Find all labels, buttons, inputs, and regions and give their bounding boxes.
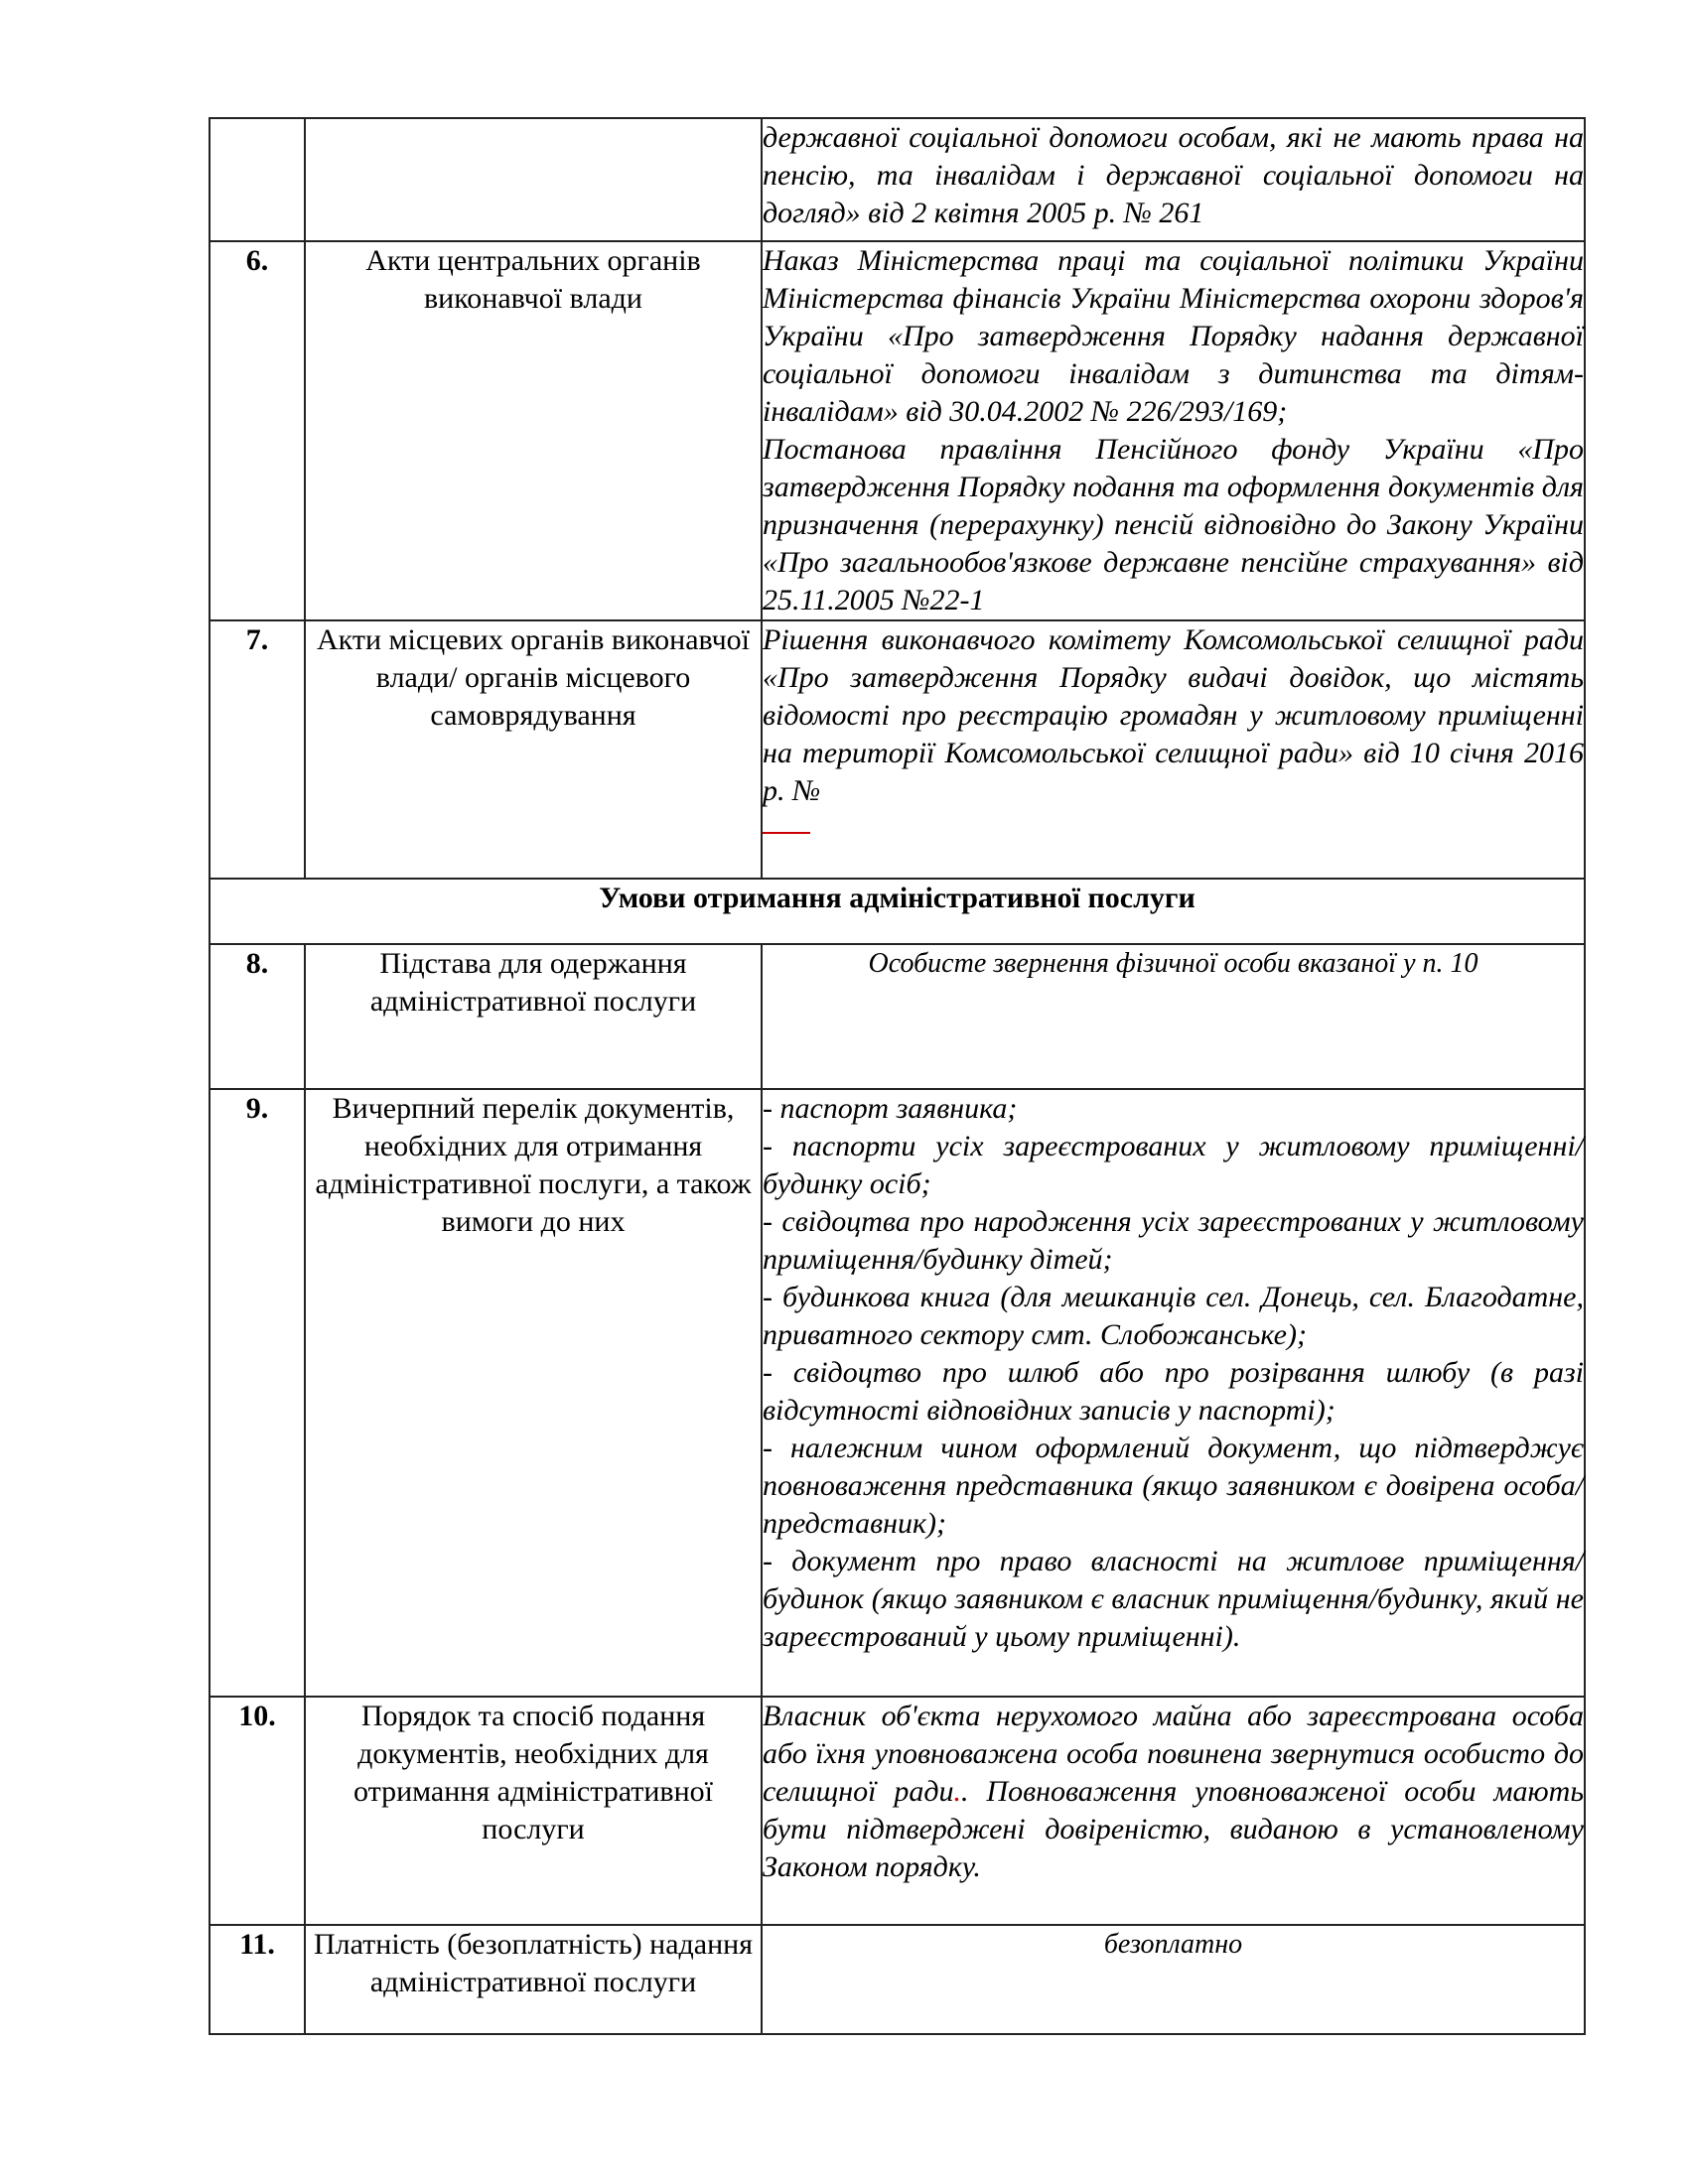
row-title: Вичерпний перелік документів, необхідних для отримання адміністративної послуги, а також вимоги до них <box>305 1089 762 1697</box>
section-row <box>210 879 1585 944</box>
list-item: - документ про право власності на житлове приміщення/будинок (якщо заявником є власник приміщення/будинку, який не зареєстрований у цьому приміщенні). <box>763 1545 1584 1653</box>
row-value <box>762 1697 1585 1925</box>
row-value-text: Наказ Міністерства праці та соціальної політики України Міністерства фінансів України Міністерства охорони здоров'я України «Про затвердження Порядку надання державної соціальної допомоги інвалідам з дитинства та дітям-інвалідам» від 30.04.2002 № 226/293/169; <box>763 244 1584 428</box>
row-number: 10. <box>210 1697 305 1925</box>
row-value <box>762 118 1585 241</box>
row-value-span: Рішення виконавчого комітету Комсомольської селищної ради «Про затвердження Порядку видачі довідок, що містять відомості про реєстрацію громадян у житловому приміщенні на території Комсомольської селищної ради» від 10 січня 2016 р. № <box>763 623 1584 807</box>
row-number: 7. <box>210 620 305 879</box>
row-value-text: державної соціальної допомоги особам, які не мають права на пенсію, та інвалідам і державної соціальної допомоги на догляд» від 2 квітня 2005 р. № 261 <box>763 121 1584 229</box>
section-title: Умови отримання адміністративної послуги <box>210 879 1585 944</box>
row-number: 9. <box>210 1089 305 1697</box>
table-row <box>210 118 1585 241</box>
row-title: Підстава для одержання адміністративної послуги <box>305 944 762 1089</box>
row-number: 11. <box>210 1925 305 2034</box>
row-value-text <box>763 1698 1584 1886</box>
row-value-span: Власник об'єкта нерухомого майна або зареєстрована особа або їхня уповноважена особа повинена звернутися особисто до селищної ради <box>763 1700 1584 1808</box>
row-value-text <box>763 621 1584 810</box>
table-row <box>210 620 1585 879</box>
row-value-text: Постанова правління Пенсійного фонду України «Про затвердження Порядку подання та оформлення документів для призначення (перерахунку) пенсій відповідно до Закону України «Про загальнообов'язкове державне пенсійне страхування» від 25.11.2005 №22-1 <box>763 433 1584 616</box>
red-period: . <box>953 1775 962 1808</box>
row-number <box>210 118 305 241</box>
row-value <box>762 241 1585 620</box>
list-item: - належним чином оформлений документ, що підтверджує повноваження представника (якщо заявником є довірена особа/представник); <box>763 1432 1584 1540</box>
row-number: 8. <box>210 944 305 1089</box>
row-title: Порядок та спосіб подання документів, необхідних для отримання адміністративної послуги <box>305 1697 762 1925</box>
services-table <box>209 117 1586 2035</box>
row-number: 6. <box>210 241 305 620</box>
row-title <box>305 118 762 241</box>
list-item: - паспорт заявника; <box>763 1092 1018 1125</box>
row-title: Акти місцевих органів виконавчої влади/ органів місцевого самоврядування <box>305 620 762 879</box>
table-row <box>210 944 1585 1089</box>
list-item: - будинкова книга (для мешканців сел. Донець, сел. Благодатне, приватного сектору смт. Слобожанське); <box>763 1281 1584 1351</box>
table-row <box>210 1697 1585 1925</box>
row-value: безоплатно <box>762 1925 1585 2034</box>
list-item: - свідоцтва про народження усіх зареєстрованих у житловому приміщення/будинку дітей; <box>763 1205 1584 1276</box>
row-value <box>762 1089 1585 1697</box>
list-item: - паспорти усіх зареєстрованих у житловому приміщенні/будинку осіб; <box>763 1130 1584 1200</box>
row-value-text <box>763 810 1584 848</box>
table-row <box>210 241 1585 620</box>
table-row <box>210 1089 1585 1697</box>
row-value-span: . Повноваження уповноваженої особи мають бути підтверджені довіреністю, виданою в установленому Законом порядку. <box>763 1775 1584 1883</box>
row-value: Особисте звернення фізичної особи вказаної у п. 10 <box>762 944 1585 1089</box>
row-title: Акти центральних органів виконавчої влади <box>305 241 762 620</box>
row-value <box>762 620 1585 879</box>
blank-number-line <box>763 810 810 834</box>
list-item: - свідоцтво про шлюб або про розірвання шлюбу (в разі відсутності відповідних записів у паспорті); <box>763 1356 1584 1427</box>
row-title: Платність (безоплатність) надання адміністративної послуги <box>305 1925 762 2034</box>
table-row <box>210 1925 1585 2034</box>
